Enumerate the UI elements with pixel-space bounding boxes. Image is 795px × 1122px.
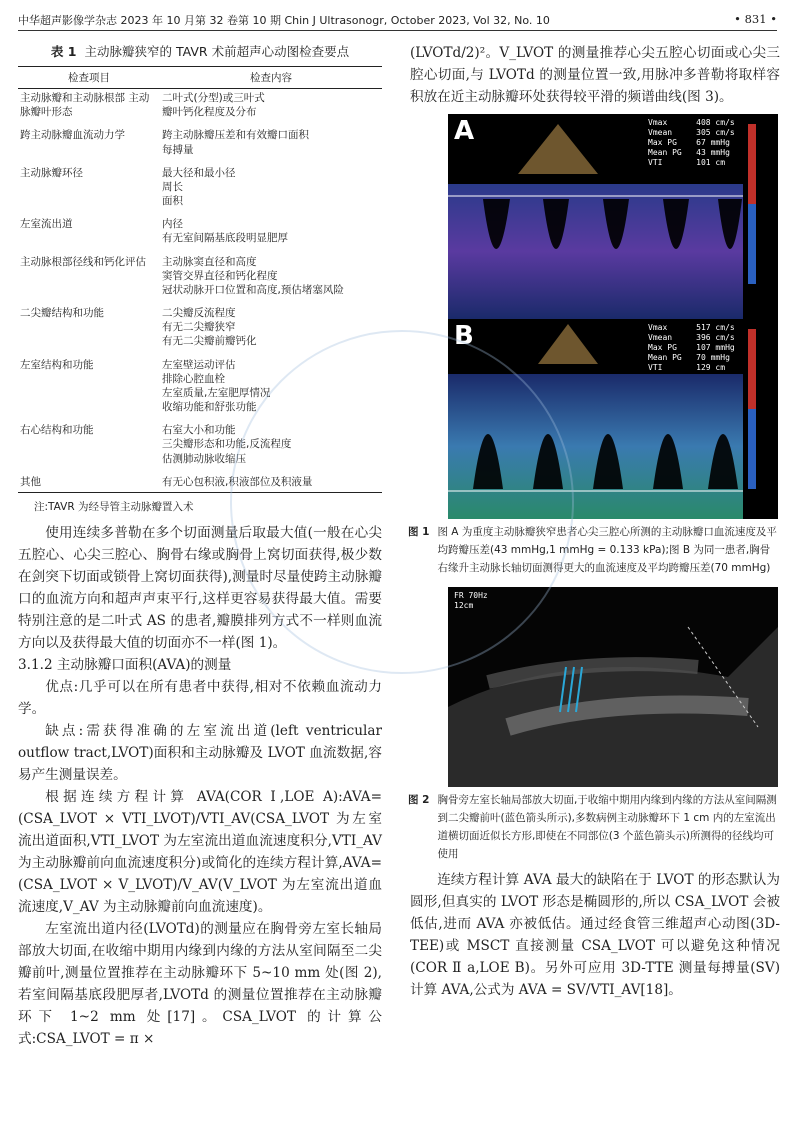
table-cell-content xyxy=(160,253,382,305)
content-line: 左室壁运动评估 xyxy=(162,358,236,371)
panel-label-a: A xyxy=(454,116,475,146)
figure-number: 图 1 xyxy=(408,526,430,538)
table-cell-content xyxy=(160,126,382,163)
table-caption xyxy=(18,42,382,60)
paragraph: (LVOTd/2)²。V_LVOT 的测量推荐心尖五腔心切面或心尖三腔心切面,与 LVOTd 的测量位置一致,用脉冲多普勒将取样容积放在近主动脉瓣环处获得较平滑的频谱曲线(图 3)。 xyxy=(410,45,780,105)
table-cell-content xyxy=(160,356,382,422)
page-number: • 831 • xyxy=(734,12,777,26)
table-cell-item: 左室结构和功能 xyxy=(20,358,94,371)
content-line: 有无心包积液,积液部位及积液量 xyxy=(162,475,313,488)
table-note: 注:TAVR 为经导管主动脉瓣置入术 xyxy=(34,500,194,513)
content-line: 面积 xyxy=(162,195,183,208)
table-cell-item: 跨主动脉瓣血流动力学 xyxy=(20,129,125,142)
echo-image xyxy=(448,587,778,787)
content-line: 冠状动脉开口位置和高度,预估堵塞风险 xyxy=(162,283,344,296)
content-line: 收缩功能和舒张功能 xyxy=(162,401,257,414)
table-number: 表 1 xyxy=(50,44,77,59)
table-cell-content xyxy=(160,473,382,493)
running-header xyxy=(18,12,777,31)
content-line: 有无二尖瓣前瓣钙化 xyxy=(162,335,257,348)
content-line: 估测肺动脉收缩压 xyxy=(162,452,246,465)
table-header-content: 检查内容 xyxy=(160,67,382,89)
checklist-table xyxy=(18,66,382,493)
table-row xyxy=(18,473,382,493)
paragraph: 连续方程计算 AVA 最大的缺陷在于 LVOT 的形态默认为圆形,但真实的 LVOT 形态是椭圆形的,所以 CSA_LVOT 会被低估,进而 AVA 亦被低估。通过经食管三维超声心动图(3D-TEE)或 MSCT 直接测量 CSA_LVOT 可以避免这种情况(COR Ⅱ a,LOE B)。另外可应用 3D-TTE 测量每搏量(SV)计算 AVA,公式为 AVA = SV/VTI_AV[18]。 xyxy=(410,872,780,998)
table-cell-item: 主动脉瓣和主动脉根部 主动脉瓣叶形态 xyxy=(20,92,150,119)
journal-header: 中华超声影像学杂志 2023 年 10 月第 32 卷第 10 期 Chin J Ultrasonogr, October 2023, Vol 32, No. 10 xyxy=(18,14,550,27)
paragraph: 优点:几乎可以在所有患者中获得,相对不依赖血流动力学。 xyxy=(18,678,382,717)
table-body xyxy=(18,89,382,493)
table-row xyxy=(18,356,382,422)
table-cell-content xyxy=(160,304,382,356)
content-line: 排除心腔血栓 xyxy=(162,372,225,385)
content-line: 窦管交界直径和钙化程度 xyxy=(162,269,278,282)
table-cell-content xyxy=(160,421,382,473)
content-line: 瓣叶钙化程度及分布 xyxy=(162,106,257,119)
echo-readout: FR 70Hz 12cm xyxy=(454,591,488,610)
doppler-panel-b xyxy=(448,319,778,519)
table-title: 主动脉瓣狭窄的 TAVR 术前超声心动图检查要点 xyxy=(84,44,350,59)
table-row xyxy=(18,215,382,252)
figure-caption-text: 图 A 为重度主动脉瓣狭窄患者心尖三腔心所测的主动脉瓣口血流速度及平均跨瓣压差(43 mmHg,1 mmHg = 0.133 kPa);图 B 为同一患者,胸骨右缘升主动脉长轴切面测得更大的血流速度及平均跨瓣压差(70 mmHg) xyxy=(437,526,777,574)
figure-1 xyxy=(448,114,778,519)
content-line: 有无二尖瓣狭窄 xyxy=(162,321,236,334)
content-line: 二尖瓣反流程度 xyxy=(162,307,236,320)
table-row xyxy=(18,126,382,163)
content-line: 周长 xyxy=(162,180,183,193)
figure-number: 图 2 xyxy=(408,794,430,806)
figure-caption-text: 胸骨旁左室长轴局部放大切面,于收缩中期用内缘到内缘的方法从室间隔测到二尖瓣前叶(蓝色箭头所示),多数病例主动脉瓣环下 1 cm 内的左室流出道横切面近似长方形,即使在不同部位(3 个蓝色箭头示)所测得的径线均可使用 xyxy=(437,794,777,860)
table-row xyxy=(18,253,382,305)
table-cell-content xyxy=(160,164,382,216)
table-header-item: 检查项目 xyxy=(18,67,160,89)
paragraph: 使用连续多普勒在多个切面测量后取最大值(一般在心尖五腔心、心尖三腔心、胸骨右缘或胸骨上窝切面获得,极少数在剑突下切面或锁骨上窝切面获得),测量时尽量使跨主动脉瓣口的血流方向和超声声束平行,这样更容易获得最大值。需要特别注意的是二叶式 AS 的患者,瓣膜排列方式不一样则血流方向以及获得最大值的切面亦不一样(图 1)。 xyxy=(18,524,382,651)
table-cell-item: 主动脉瓣环径 xyxy=(20,166,83,179)
table-cell-content xyxy=(160,215,382,252)
content-line: 右室大小和功能 xyxy=(162,424,236,437)
table-cell-item: 左室流出道 xyxy=(20,218,73,231)
table-row xyxy=(18,164,382,216)
table-cell-item: 其他 xyxy=(18,473,160,493)
table-cell-item: 右心结构和功能 xyxy=(20,424,94,437)
section-heading: 3.1.2 主动脉瓣口面积(AVA)的测量 xyxy=(18,656,232,673)
doppler-panel-a xyxy=(448,114,778,319)
paragraph: 根据连续方程计算 AVA(COR Ⅰ,LOE A):AVA=(CSA_LVOT × VTI_LVOT)/VTI_AV(CSA_LVOT 为左室流出道面积,VTI_LVOT 为左室流出道血流速度积分,VTI_AV 为主动脉瓣前向血流速度积分)或简化的连续方程计算,AVA=(CSA_LVOT × V_LVOT)/V_AV(V_LVOT 为左室流出道血流速度,V_AV 为主动脉瓣前向血流速度)。 xyxy=(18,788,382,915)
content-line: 内径 xyxy=(162,218,183,231)
left-column xyxy=(18,42,382,1050)
content-line: 有无室间隔基底段明显肥厚 xyxy=(162,232,288,245)
table-row xyxy=(18,304,382,356)
content-line: 每搏量 xyxy=(162,143,194,156)
right-column xyxy=(410,42,780,1001)
content-line: 最大径和最小径 xyxy=(162,166,236,179)
table-cell-item: 二尖瓣结构和功能 xyxy=(20,307,104,320)
figure-2-caption xyxy=(408,791,780,863)
content-line: 主动脉窦直径和高度 xyxy=(162,255,257,268)
measurement-readout-a: Vmax 408 cm/s Vmean 305 cm/s Max PG 67 mmHg Mean PG 43 mmHg VTI 101 cm xyxy=(648,118,735,167)
table-row xyxy=(18,89,382,127)
figure-1-caption xyxy=(408,523,780,577)
paragraph: 左室流出道内径(LVOTd)的测量应在胸骨旁左室长轴局部放大切面,在收缩中期用内缘到内缘的方法从室间隔至二尖瓣前叶,测量位置推荐在主动脉瓣环下 5~10 mm 处(图 2),若室间隔基底段肥厚者,LVOTd 的测量位置推荐在主动脉瓣环下 1~2 mm 处[17]。CSA_LVOT 的计算公式:CSA_LVOT = π × xyxy=(18,920,382,1047)
content-line: 三尖瓣形态和功能,反流程度 xyxy=(162,438,292,451)
panel-label-b: B xyxy=(454,321,474,351)
content-line: 跨主动脉瓣压差和有效瓣口面积 xyxy=(162,129,309,142)
measurement-readout-b: Vmax 517 cm/s Vmean 396 cm/s Max PG 107 mmHg Mean PG 70 mmHg VTI 129 cm xyxy=(648,323,735,372)
content-line: 二叶式(分型)或三叶式 xyxy=(162,92,265,104)
paragraph: 缺点:需获得准确的左室流出道(left ventricular outflow tract,LVOT)面积和主动脉瓣及 LVOT 血流数据,容易产生测量误差。 xyxy=(18,722,382,783)
figure-2 xyxy=(448,587,778,787)
table-cell-item: 主动脉根部径线和钙化评估 xyxy=(20,255,146,268)
table-row xyxy=(18,421,382,473)
table-cell-content xyxy=(160,89,382,127)
content-line: 左室质量,左室肥厚情况 xyxy=(162,386,271,399)
